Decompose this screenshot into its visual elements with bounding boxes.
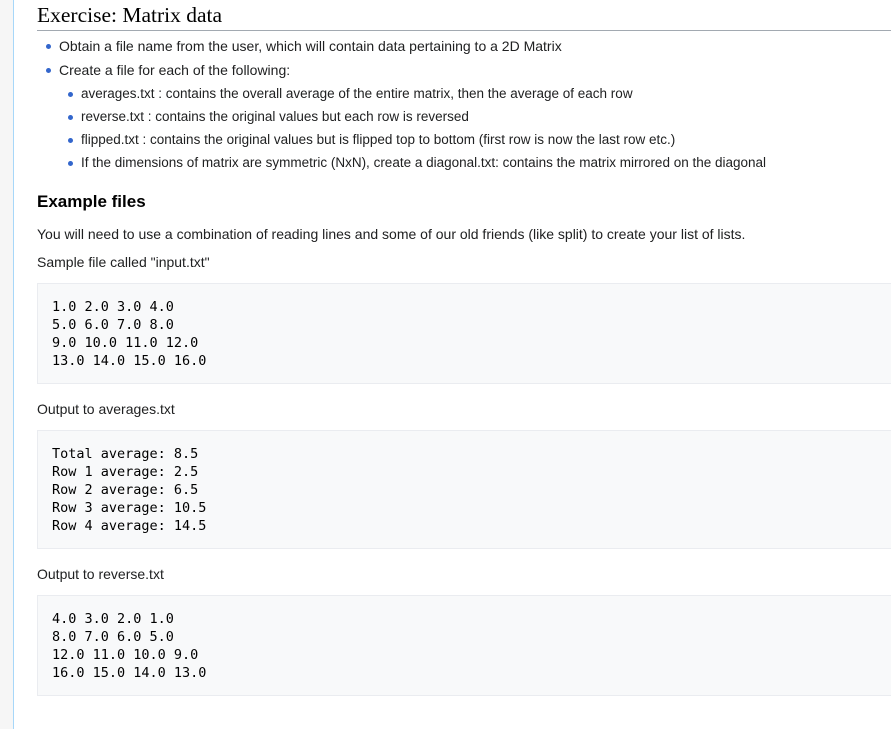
reverse-code-block [37, 595, 891, 696]
code-line: Row 4 average: 14.5 [52, 518, 207, 534]
reverse-label: Output to reverse.txt [37, 566, 164, 582]
section-heading-example-files: Example files [37, 192, 146, 211]
code-line: Row 1 average: 2.5 [52, 464, 199, 480]
code-line: Row 3 average: 10.5 [52, 500, 207, 516]
list-item: If the dimensions of matrix are symmetric (NxN), create a diagonal.txt: contains the matrix mirrored on the diagonal [81, 153, 891, 173]
code-line: 13.0 14.0 15.0 16.0 [52, 353, 207, 369]
exercise-title: Exercise: Matrix data [37, 0, 891, 31]
list-item: Obtain a file name from the user, which will contain data pertaining to a 2D Matrix [59, 36, 891, 56]
intro-paragraph: You will need to use a combination of reading lines and some of our old friends (like split) to create your list of lists. [37, 226, 746, 242]
code-line: 8.0 7.0 6.0 5.0 [52, 629, 174, 645]
list-item: reverse.txt : contains the original values but each row is reversed [81, 107, 891, 127]
list-item-text: Create a file for each of the following: [59, 62, 291, 78]
article-content [37, 0, 891, 696]
list-item: averages.txt : contains the overall average of the entire matrix, then the average of each row [81, 84, 891, 104]
list-item [59, 60, 891, 173]
code-line: Total average: 8.5 [52, 446, 199, 462]
code-line: 16.0 15.0 14.0 13.0 [52, 665, 207, 681]
code-line: 9.0 10.0 11.0 12.0 [52, 335, 199, 351]
input-code-block [37, 283, 891, 384]
averages-code-block [37, 430, 891, 549]
averages-label: Output to averages.txt [37, 401, 175, 417]
output-files-list [59, 84, 891, 173]
code-line: 1.0 2.0 3.0 4.0 [52, 299, 174, 315]
code-line: 12.0 11.0 10.0 9.0 [52, 647, 199, 663]
left-sidebar-edge [0, 0, 14, 729]
code-line: 5.0 6.0 7.0 8.0 [52, 317, 174, 333]
code-line: Row 2 average: 6.5 [52, 482, 199, 498]
code-line: 4.0 3.0 2.0 1.0 [52, 611, 174, 627]
list-item: flipped.txt : contains the original values but is flipped top to bottom (first row is now the last row etc.) [81, 130, 891, 150]
sample-file-label: Sample file called "input.txt" [37, 254, 210, 270]
requirements-list [37, 36, 891, 173]
